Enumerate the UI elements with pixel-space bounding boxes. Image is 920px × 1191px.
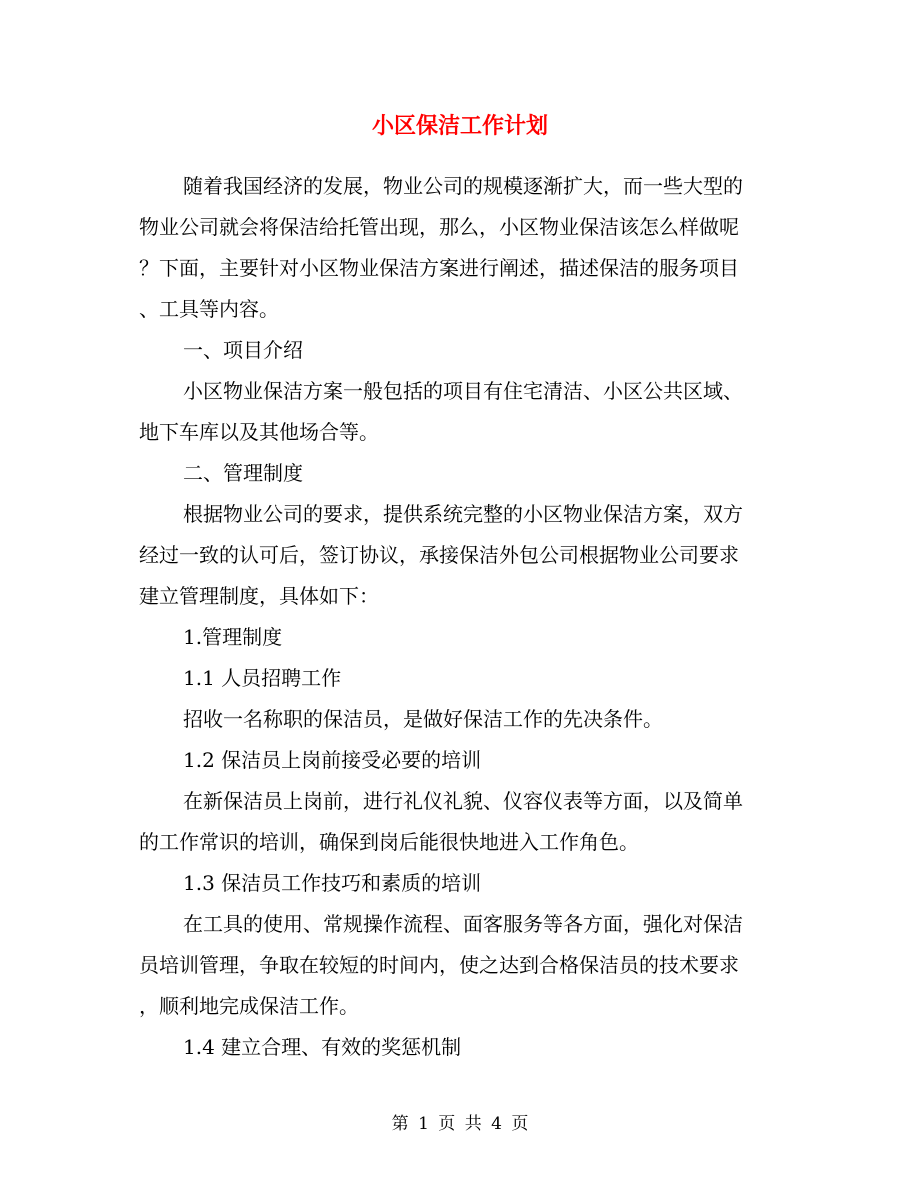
paragraph-line: 员培训管理，争取在较短的时间内，使之达到合格保洁员的技术要求 [139, 953, 739, 977]
document-title: 小区保洁工作计划 [371, 113, 548, 139]
paragraph-line: 随着我国经济的发展，物业公司的规模逐渐扩大，而一些大型的 [183, 174, 743, 198]
paragraph-line: 在工具的使用、常规操作流程、面客服务等各方面，强化对保洁 [183, 912, 743, 936]
paragraph-line: 物业公司就会将保洁给托管出现，那么，小区物业保洁该怎么样做呢 [139, 215, 739, 239]
subsection-heading: 1.3 保洁员工作技巧和素质的培训 [183, 871, 482, 895]
page-footer: 第 1 页 共 4 页 [391, 1114, 529, 1134]
paragraph-line: 建立管理制度，具体如下： [139, 584, 379, 608]
section-heading: 二、管理制度 [183, 461, 303, 485]
subsection-heading: 1.4 建立合理、有效的奖惩机制 [183, 1035, 462, 1059]
paragraph-line: 的工作常识的培训，确保到岗后能很快地进入工作角色。 [139, 830, 639, 854]
paragraph-line: ？下面，主要针对小区物业保洁方案进行阐述，描述保洁的服务项目 [139, 256, 739, 280]
paragraph-line: 、工具等内容。 [139, 297, 279, 321]
subsection-heading: 1.1 人员招聘工作 [183, 666, 342, 690]
paragraph-line: 经过一致的认可后，签订协议，承接保洁外包公司根据物业公司要求 [139, 543, 739, 567]
paragraph-line: 在新保洁员上岗前，进行礼仪礼貌、仪容仪表等方面，以及简单 [183, 789, 743, 813]
subsection-heading: 1.2 保洁员上岗前接受必要的培训 [183, 748, 482, 772]
section-heading: 一、项目介绍 [183, 338, 303, 362]
paragraph-line: 地下车库以及其他场合等。 [139, 420, 379, 444]
subsection-heading: 1.管理制度 [183, 625, 283, 649]
paragraph-line: 小区物业保洁方案一般包括的项目有住宅清洁、小区公共区域、 [183, 379, 743, 403]
paragraph-line: ，顺利地完成保洁工作。 [139, 994, 359, 1018]
paragraph-line: 招收一名称职的保洁员，是做好保洁工作的先决条件。 [183, 707, 663, 731]
paragraph-line: 根据物业公司的要求，提供系统完整的小区物业保洁方案，双方 [183, 502, 743, 526]
